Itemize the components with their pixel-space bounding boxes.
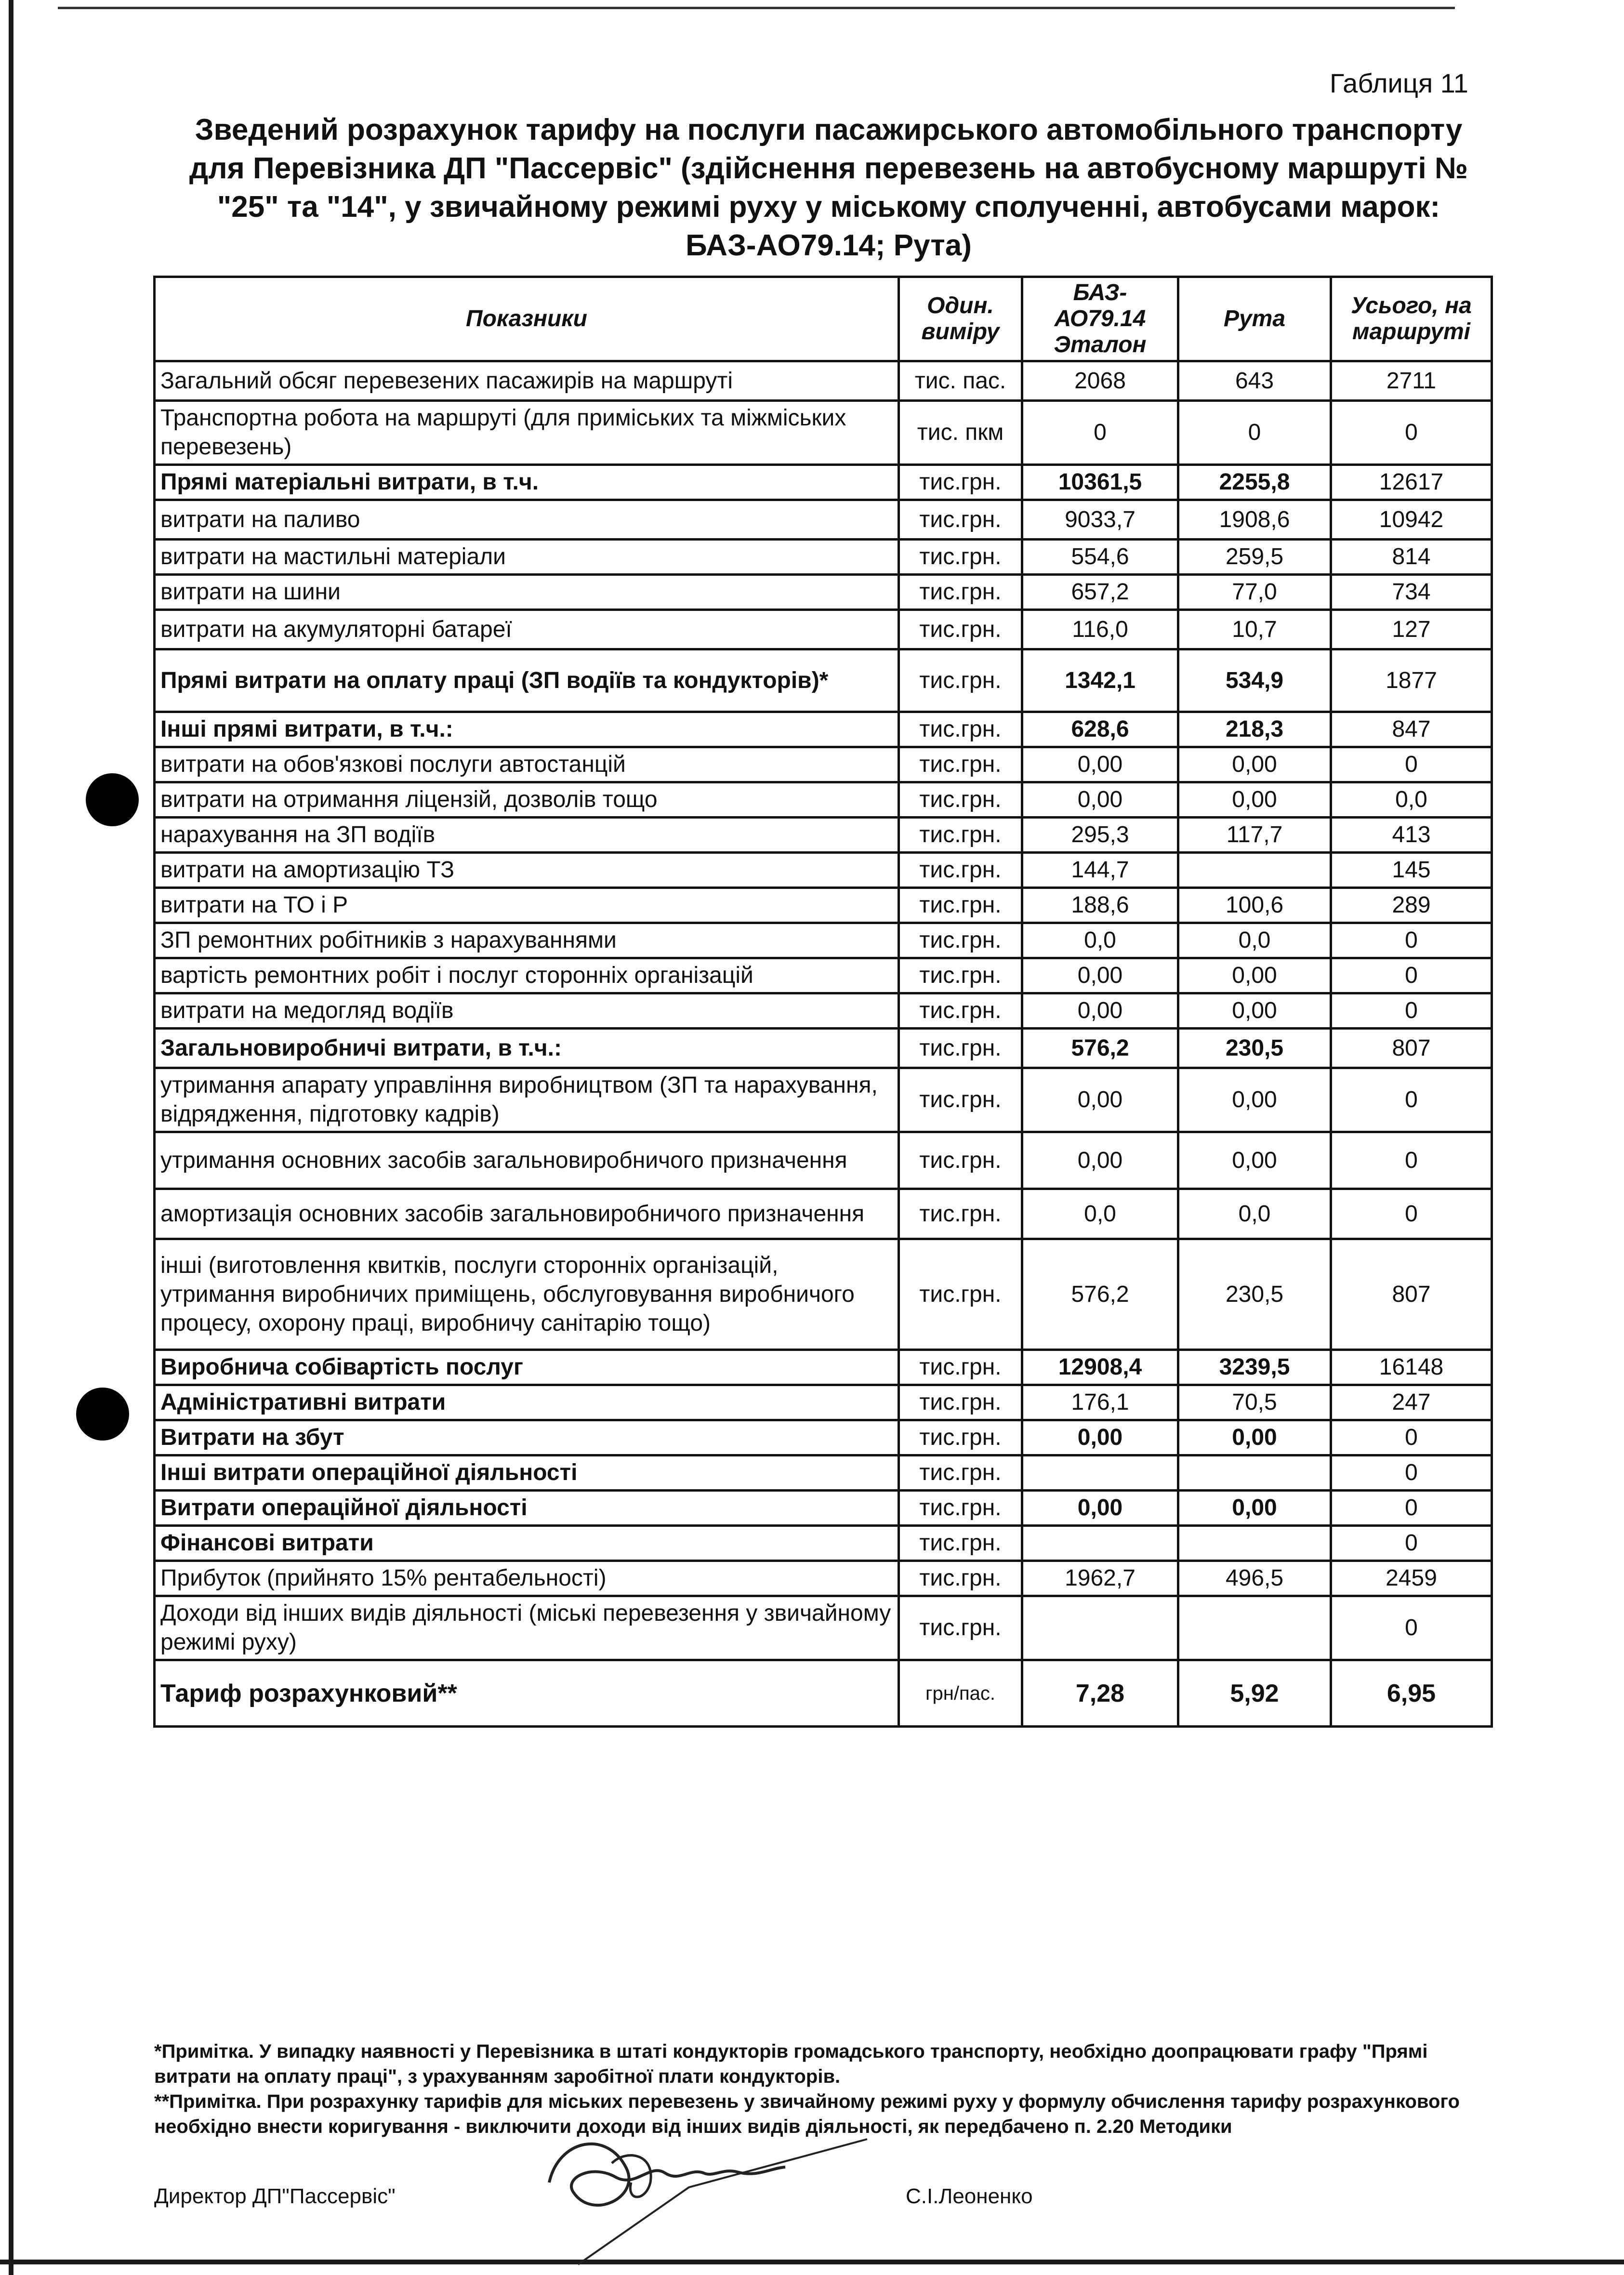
row-name-cell: нарахування на ЗП водіїв bbox=[155, 818, 899, 853]
row-baz-cell: 0,00 bbox=[1022, 1132, 1178, 1189]
row-baz-cell: 0,00 bbox=[1022, 1491, 1178, 1526]
table-row bbox=[155, 958, 1492, 993]
row-baz-cell: 1962,7 bbox=[1022, 1561, 1178, 1596]
row-total-cell: 247 bbox=[1331, 1385, 1492, 1420]
row-name-cell: утримання апарату управління виробництвом (ЗП та нарахування, відрядження, підготовку кадрів) bbox=[155, 1068, 899, 1132]
row-name-cell: Прямі витрати на оплату праці (ЗП водіїв та кондукторів)* bbox=[155, 649, 899, 712]
row-name-cell: Загальний обсяг перевезених пасажирів на маршруті bbox=[155, 361, 899, 401]
row-ruta-cell: 77,0 bbox=[1178, 575, 1331, 610]
table-number: Габлиця 11 bbox=[1330, 68, 1468, 98]
row-unit-cell: тис. пкм bbox=[899, 401, 1022, 465]
row-ruta-cell: 0,00 bbox=[1178, 958, 1331, 993]
header-total: Усього, на маршруті bbox=[1331, 277, 1492, 361]
row-total-cell: 847 bbox=[1331, 712, 1492, 747]
row-unit-cell: тис.грн. bbox=[899, 888, 1022, 923]
table-row bbox=[155, 1596, 1492, 1660]
row-name-cell: утримання основних засобів загальновиробничого призначення bbox=[155, 1132, 899, 1189]
row-ruta-cell: 0,0 bbox=[1178, 1189, 1331, 1239]
row-total-cell: 289 bbox=[1331, 888, 1492, 923]
row-ruta-cell: 534,9 bbox=[1178, 649, 1331, 712]
title-line: БАЗ-АО79.14; Рута) bbox=[686, 229, 972, 262]
row-total-cell: 2459 bbox=[1331, 1561, 1492, 1596]
row-ruta-cell: 218,3 bbox=[1178, 712, 1331, 747]
signatory-name: С.І.Леоненко bbox=[906, 2184, 1033, 2208]
table-row bbox=[155, 361, 1492, 401]
row-baz-cell: 10361,5 bbox=[1022, 465, 1178, 500]
row-name-cell: Прибуток (прийнято 15% рентабельності) bbox=[155, 1561, 899, 1596]
row-unit-cell: тис. пас. bbox=[899, 361, 1022, 401]
row-name-cell: Прямі матеріальні витрати, в т.ч. bbox=[155, 465, 899, 500]
row-name-cell: Витрати операційної діяльності bbox=[155, 1491, 899, 1526]
row-unit-cell: тис.грн. bbox=[899, 818, 1022, 853]
row-name-cell: витрати на медогляд водіїв bbox=[155, 993, 899, 1029]
row-baz-cell: 576,2 bbox=[1022, 1029, 1178, 1068]
row-total-cell: 0 bbox=[1331, 1526, 1492, 1561]
row-total-cell: 1877 bbox=[1331, 649, 1492, 712]
row-total-cell: 807 bbox=[1331, 1029, 1492, 1068]
row-unit-cell: тис.грн. bbox=[899, 1189, 1022, 1239]
row-unit-cell: тис.грн. bbox=[899, 540, 1022, 575]
row-unit-cell: тис.грн. bbox=[899, 465, 1022, 500]
row-name-cell: інші (виготовлення квитків, послуги сторонніх організацій, утримання виробничих приміщень, обслуговування виробничого процесу, охорону праці, виробничу санітарію тощо) bbox=[155, 1239, 899, 1350]
table-row bbox=[155, 818, 1492, 853]
row-unit-cell: тис.грн. bbox=[899, 993, 1022, 1029]
table-row bbox=[155, 540, 1492, 575]
row-baz-cell: 0,00 bbox=[1022, 782, 1178, 818]
row-unit-cell: тис.грн. bbox=[899, 712, 1022, 747]
row-name-cell: Доходи від інших видів діяльності (міські перевезення у звичайному режимі руху) bbox=[155, 1596, 899, 1660]
row-name-cell: Транспортна робота на маршруті (для приміських та міжміських перевезень) bbox=[155, 401, 899, 465]
row-total-cell: 0 bbox=[1331, 1068, 1492, 1132]
row-name-cell: витрати на акумуляторні батареї bbox=[155, 610, 899, 649]
row-baz-cell bbox=[1022, 1526, 1178, 1561]
row-baz-cell: 295,3 bbox=[1022, 818, 1178, 853]
row-total-cell: 2711 bbox=[1331, 361, 1492, 401]
row-ruta-cell: 643 bbox=[1178, 361, 1331, 401]
row-baz-cell: 1342,1 bbox=[1022, 649, 1178, 712]
row-baz-cell: 576,2 bbox=[1022, 1239, 1178, 1350]
row-total-cell: 0 bbox=[1331, 923, 1492, 958]
row-total-cell: 0 bbox=[1331, 1491, 1492, 1526]
row-ruta-cell: 0,00 bbox=[1178, 1491, 1331, 1526]
row-baz-cell: 0,0 bbox=[1022, 923, 1178, 958]
row-baz-cell: 0,00 bbox=[1022, 1420, 1178, 1455]
row-total-cell: 413 bbox=[1331, 818, 1492, 853]
row-unit-cell: тис.грн. bbox=[899, 747, 1022, 782]
row-name-cell: ЗП ремонтних робітників з нарахуваннями bbox=[155, 923, 899, 958]
table-row bbox=[155, 747, 1492, 782]
table-row bbox=[155, 1239, 1492, 1350]
row-unit-cell: тис.грн. bbox=[899, 782, 1022, 818]
row-baz-cell: 144,7 bbox=[1022, 853, 1178, 888]
punch-hole-icon bbox=[86, 773, 139, 826]
row-name-cell: витрати на ТО і Р bbox=[155, 888, 899, 923]
header-indicator: Показники bbox=[155, 277, 899, 361]
header-unit: Один. виміру bbox=[899, 277, 1022, 361]
row-name-cell: витрати на амортизацію ТЗ bbox=[155, 853, 899, 888]
title-line: Зведений розрахунок тарифу на послуги пасажирського автомобільного транспорту bbox=[195, 113, 1463, 146]
row-ruta-cell bbox=[1178, 1455, 1331, 1491]
row-name-cell: Фінансові витрати bbox=[155, 1526, 899, 1561]
title-line: "25" та "14", у звичайному режимі руху у міському сполученні, автобусами марок: bbox=[217, 190, 1440, 224]
row-name-cell: Адміністративні витрати bbox=[155, 1385, 899, 1420]
table-row bbox=[155, 1420, 1492, 1455]
row-baz-cell: 9033,7 bbox=[1022, 500, 1178, 540]
row-total-cell: 6,95 bbox=[1331, 1660, 1492, 1727]
row-total-cell: 0 bbox=[1331, 747, 1492, 782]
row-unit-cell: тис.грн. bbox=[899, 575, 1022, 610]
row-name-cell: витрати на паливо bbox=[155, 500, 899, 540]
row-unit-cell: тис.грн. bbox=[899, 1068, 1022, 1132]
punch-hole-icon bbox=[76, 1388, 129, 1441]
footnote-1: *Примітка. У випадку наявності у Перевізника в штаті кондукторів громадського транспорту, необхідно доопрацювати графу "Прямі витрати на оплату праці", з урахуванням заробітної плати кондукторів. bbox=[154, 2041, 1428, 2087]
row-ruta-cell: 100,6 bbox=[1178, 888, 1331, 923]
row-baz-cell: 0,00 bbox=[1022, 993, 1178, 1029]
row-baz-cell: 0,00 bbox=[1022, 1068, 1178, 1132]
row-baz-cell: 0,00 bbox=[1022, 958, 1178, 993]
table-body bbox=[155, 361, 1492, 1727]
row-name-cell: витрати на обов'язкові послуги автостанцій bbox=[155, 747, 899, 782]
row-ruta-cell: 0,00 bbox=[1178, 993, 1331, 1029]
table-row bbox=[155, 1189, 1492, 1239]
row-unit-cell: тис.грн. bbox=[899, 1385, 1022, 1420]
row-unit-cell: тис.грн. bbox=[899, 1491, 1022, 1526]
row-name-cell: вартість ремонтних робіт і послуг сторонніх організацій bbox=[155, 958, 899, 993]
table-row bbox=[155, 610, 1492, 649]
row-baz-cell: 0,00 bbox=[1022, 747, 1178, 782]
row-total-cell: 16148 bbox=[1331, 1350, 1492, 1385]
row-name-cell: Загальновиробничі витрати, в т.ч.: bbox=[155, 1029, 899, 1068]
signature-stamp bbox=[530, 2110, 877, 2269]
row-unit-cell: тис.грн. bbox=[899, 610, 1022, 649]
table-row bbox=[155, 575, 1492, 610]
row-ruta-cell: 230,5 bbox=[1178, 1239, 1331, 1350]
table-row bbox=[155, 1132, 1492, 1189]
row-total-cell: 0 bbox=[1331, 1455, 1492, 1491]
table-row bbox=[155, 1385, 1492, 1420]
row-baz-cell: 2068 bbox=[1022, 361, 1178, 401]
tariff-table bbox=[153, 276, 1493, 1728]
row-total-cell: 145 bbox=[1331, 853, 1492, 888]
table-row bbox=[155, 923, 1492, 958]
row-unit-cell: тис.грн. bbox=[899, 500, 1022, 540]
row-ruta-cell: 117,7 bbox=[1178, 818, 1331, 853]
row-unit-cell: тис.грн. bbox=[899, 1029, 1022, 1068]
row-ruta-cell: 0,00 bbox=[1178, 1420, 1331, 1455]
table-row bbox=[155, 1029, 1492, 1068]
row-name-cell: Виробнича собівартість послуг bbox=[155, 1350, 899, 1385]
row-unit-cell: тис.грн. bbox=[899, 958, 1022, 993]
row-name-cell: витрати на мастильні матеріали bbox=[155, 540, 899, 575]
row-baz-cell: 176,1 bbox=[1022, 1385, 1178, 1420]
row-unit-cell: тис.грн. bbox=[899, 1596, 1022, 1660]
table-row bbox=[155, 1561, 1492, 1596]
row-unit-cell: тис.грн. bbox=[899, 1132, 1022, 1189]
row-name-cell: Витрати на збут bbox=[155, 1420, 899, 1455]
row-total-cell: 0 bbox=[1331, 1420, 1492, 1455]
table-row bbox=[155, 1491, 1492, 1526]
row-total-cell: 0 bbox=[1331, 993, 1492, 1029]
row-baz-cell bbox=[1022, 1596, 1178, 1660]
row-total-cell: 12617 bbox=[1331, 465, 1492, 500]
row-baz-cell: 0 bbox=[1022, 401, 1178, 465]
row-total-cell: 0 bbox=[1331, 401, 1492, 465]
table-row bbox=[155, 1526, 1492, 1561]
row-ruta-cell: 10,7 bbox=[1178, 610, 1331, 649]
footnote-2: **Примітка. При розрахунку тарифів для міських перевезень у звичайному режимі руху у формулу обчислення тарифу розрахункового необхідно внести коригування - виключити доходи від інших видів діяльності, як передбачено п. 2.20 Методики bbox=[154, 2091, 1460, 2137]
row-ruta-cell: 0,0 bbox=[1178, 923, 1331, 958]
row-unit-cell: тис.грн. bbox=[899, 1420, 1022, 1455]
row-unit-cell: тис.грн. bbox=[899, 1350, 1022, 1385]
row-ruta-cell: 1908,6 bbox=[1178, 500, 1331, 540]
table-row bbox=[155, 1350, 1492, 1385]
header-ruta: Рута bbox=[1178, 277, 1331, 361]
row-baz-cell bbox=[1022, 1455, 1178, 1491]
row-ruta-cell: 230,5 bbox=[1178, 1029, 1331, 1068]
row-total-cell: 0,0 bbox=[1331, 782, 1492, 818]
row-baz-cell: 188,6 bbox=[1022, 888, 1178, 923]
row-total-cell: 734 bbox=[1331, 575, 1492, 610]
row-ruta-cell bbox=[1178, 1596, 1331, 1660]
table-row bbox=[155, 500, 1492, 540]
title-line: для Перевізника ДП "Пассервіс" (здійснення перевезень на автобусному маршруті № bbox=[189, 152, 1468, 185]
table-row bbox=[155, 465, 1492, 500]
row-baz-cell: 628,6 bbox=[1022, 712, 1178, 747]
row-total-cell: 0 bbox=[1331, 1132, 1492, 1189]
row-unit-cell: тис.грн. bbox=[899, 853, 1022, 888]
row-ruta-cell: 0 bbox=[1178, 401, 1331, 465]
row-baz-cell: 7,28 bbox=[1022, 1660, 1178, 1727]
row-baz-cell: 116,0 bbox=[1022, 610, 1178, 649]
row-ruta-cell: 259,5 bbox=[1178, 540, 1331, 575]
row-name-cell: Тариф розрахунковий** bbox=[155, 1660, 899, 1727]
row-name-cell: витрати на шини bbox=[155, 575, 899, 610]
row-ruta-cell bbox=[1178, 853, 1331, 888]
table-row bbox=[155, 1660, 1492, 1727]
table-row bbox=[155, 853, 1492, 888]
row-name-cell: Інші прямі витрати, в т.ч.: bbox=[155, 712, 899, 747]
row-ruta-cell: 5,92 bbox=[1178, 1660, 1331, 1727]
row-baz-cell: 0,0 bbox=[1022, 1189, 1178, 1239]
row-unit-cell: грн/пас. bbox=[899, 1660, 1022, 1727]
row-ruta-cell: 2255,8 bbox=[1178, 465, 1331, 500]
row-total-cell: 127 bbox=[1331, 610, 1492, 649]
row-baz-cell: 12908,4 bbox=[1022, 1350, 1178, 1385]
left-border-line bbox=[9, 0, 13, 2275]
row-ruta-cell: 0,00 bbox=[1178, 747, 1331, 782]
table-row bbox=[155, 649, 1492, 712]
table-row bbox=[155, 1455, 1492, 1491]
row-ruta-cell: 0,00 bbox=[1178, 1132, 1331, 1189]
row-baz-cell: 657,2 bbox=[1022, 575, 1178, 610]
row-ruta-cell: 496,5 bbox=[1178, 1561, 1331, 1596]
row-name-cell: витрати на отримання ліцензій, дозволів тощо bbox=[155, 782, 899, 818]
row-name-cell: Інші витрати операційної діяльності bbox=[155, 1455, 899, 1491]
row-ruta-cell: 0,00 bbox=[1178, 1068, 1331, 1132]
row-ruta-cell: 70,5 bbox=[1178, 1385, 1331, 1420]
row-total-cell: 0 bbox=[1331, 958, 1492, 993]
table-row bbox=[155, 712, 1492, 747]
row-unit-cell: тис.грн. bbox=[899, 1526, 1022, 1561]
signatory-position: Директор ДП"Пассервіс" bbox=[154, 2184, 396, 2208]
row-ruta-cell: 0,00 bbox=[1178, 782, 1331, 818]
row-ruta-cell: 3239,5 bbox=[1178, 1350, 1331, 1385]
row-total-cell: 0 bbox=[1331, 1596, 1492, 1660]
row-unit-cell: тис.грн. bbox=[899, 1455, 1022, 1491]
row-unit-cell: тис.грн. bbox=[899, 649, 1022, 712]
row-baz-cell: 554,6 bbox=[1022, 540, 1178, 575]
table-row bbox=[155, 993, 1492, 1029]
table-row bbox=[155, 1068, 1492, 1132]
row-total-cell: 807 bbox=[1331, 1239, 1492, 1350]
row-total-cell: 0 bbox=[1331, 1189, 1492, 1239]
row-unit-cell: тис.грн. bbox=[899, 923, 1022, 958]
row-name-cell: амортизація основних засобів загальновиробничого призначення bbox=[155, 1189, 899, 1239]
document-title bbox=[164, 111, 1493, 265]
top-border-line bbox=[58, 7, 1455, 9]
table-row bbox=[155, 782, 1492, 818]
row-total-cell: 10942 bbox=[1331, 500, 1492, 540]
row-unit-cell: тис.грн. bbox=[899, 1239, 1022, 1350]
table-row bbox=[155, 888, 1492, 923]
table-header-row bbox=[155, 277, 1492, 361]
row-unit-cell: тис.грн. bbox=[899, 1561, 1022, 1596]
row-ruta-cell bbox=[1178, 1526, 1331, 1561]
table-row bbox=[155, 401, 1492, 465]
header-baz: БАЗ-АО79.14 Эталон bbox=[1022, 277, 1178, 361]
row-total-cell: 814 bbox=[1331, 540, 1492, 575]
